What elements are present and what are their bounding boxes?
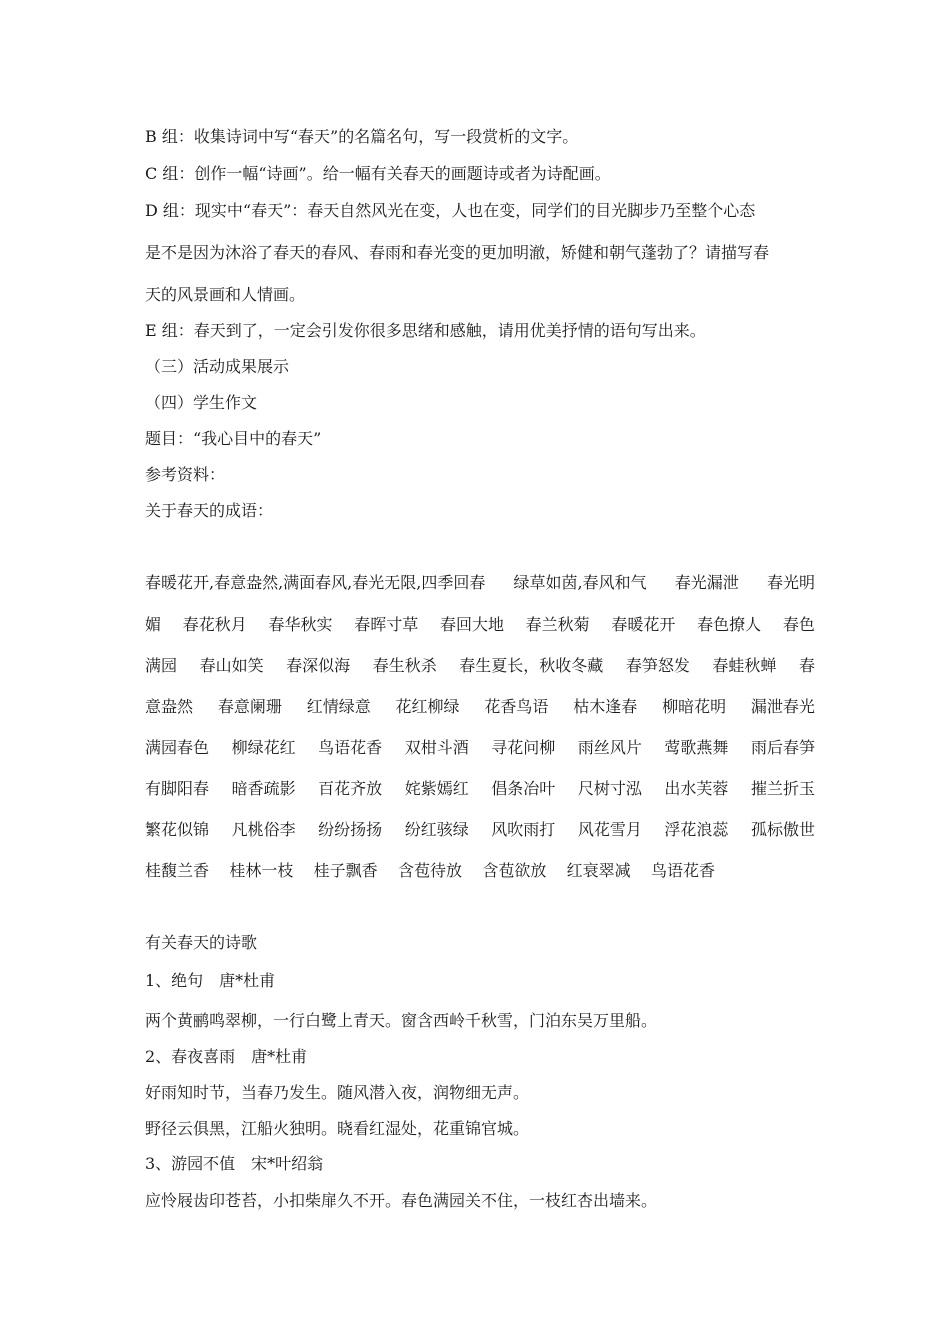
idiom: 春色撩人 [697,615,762,634]
section-3-heading: （三）活动成果展示 [145,357,290,376]
idiom: 春生秋杀 [372,656,437,675]
group-e-text: E 组：春天到了，一定会引发你很多思绪和感触，请用优美抒情的语句写出来。 [145,321,706,340]
idiom: 枯木逢春 [573,697,638,716]
idiom: 春花秋月 [182,615,247,634]
idiom: 春山如笑 [199,656,264,675]
idiom: 鸟语花香 [650,861,715,880]
idiom: 柳暗花明 [662,697,727,716]
idiom: 风吹雨打 [491,820,556,839]
idiom: 春蛙秋蝉 [712,656,777,675]
idiom: 花香鸟语 [484,697,549,716]
idiom: 百花齐放 [318,779,383,798]
section-4-heading: （四）学生作文 [145,393,258,412]
idiom: 意盎然 [145,697,194,716]
idiom: 浮花浪蕊 [664,820,729,839]
poem-2-line-2: 野径云俱黑，江船火独明。晓看红湿处，花重锦官城。 [145,1119,530,1138]
group-d-text-3: 天的风景画和人情画。 [145,285,306,304]
idiom: 春色 [782,615,815,634]
idiom: 春晖寸草 [354,615,419,634]
idiom: 繁花似锦 [145,820,210,839]
idiom: 春生夏长，秋收冬藏 [459,656,604,675]
essay-title: 题目：“我心目中的春天” [145,429,322,448]
idiom: 孤标傲世 [750,820,815,839]
idiom: 尺树寸泓 [577,779,642,798]
idiom: 柳绿花红 [231,738,296,757]
idiom: 姹紫嫣红 [404,779,469,798]
reference-label: 参考资料： [145,465,226,484]
idiom: 春回大地 [439,615,504,634]
idiom: 桂子飘香 [313,861,378,880]
poem-3-title: 3、游园不值 宋*叶绍翁 [145,1154,324,1173]
idiom: 风花雪月 [577,820,642,839]
idiom: 有脚阳春 [145,779,210,798]
group-d-text-1: D 组：现实中“春天”：春天自然风光在变，人也在变，同学们的目光脚步乃至整个心态 [145,201,756,220]
idiom-line-4 [145,696,815,718]
poem-1-title: 1、绝句 唐*杜甫 [145,971,276,990]
idiom: 红情绿意 [306,697,371,716]
idiom: 春意阑珊 [217,697,282,716]
idiom: 春华秋实 [268,615,333,634]
idiom: 雨丝风片 [577,738,642,757]
idiom: 绿草如茵,春风和气 [513,573,647,592]
idiom: 春光漏泄 [674,573,739,592]
poem-3-line-1: 应怜屐齿印苍苔，小扣柴扉久不开。春色满园关不住，一枝红杏出墙来。 [145,1191,658,1210]
idiom-line-5 [145,737,815,759]
poems-heading: 有关春天的诗歌 [145,933,258,952]
idiom: 倡条冶叶 [491,779,556,798]
idiom-line-7 [145,819,815,841]
idiom: 双柑斗酒 [404,738,469,757]
idiom: 媚 [145,615,162,634]
poem-2-title: 2、春夜喜雨 唐*杜甫 [145,1047,308,1066]
idiom: 桂馥兰香 [145,861,210,880]
group-d-text-2: 是不是因为沐浴了春天的春风、春雨和春光变的更加明澈，矫健和朝气蓬勃了？请描写春 [145,243,770,262]
idiom: 纷红骇绿 [404,820,469,839]
idiom: 出水芙蓉 [664,779,729,798]
idiom: 花红柳绿 [395,697,460,716]
idiom-line-2 [145,614,815,636]
idiom: 漏泄春光 [750,697,815,716]
idiom-line-6 [145,778,815,800]
idiom: 春 [798,656,815,675]
idiom: 春光明 [766,573,815,592]
poem-2-line-1: 好雨知时节，当春乃发生。随风潜入夜，润物细无声。 [145,1083,530,1102]
idioms-heading: 关于春天的成语： [145,501,274,520]
group-c-text: C 组：创作一幅“诗画”。给一幅有关春天的画题诗或者为诗配画。 [145,164,611,183]
idiom: 满园春色 [145,738,210,757]
idiom: 凡桃俗李 [231,820,296,839]
idiom: 纷纷扬扬 [318,820,383,839]
idiom: 含苞待放 [397,861,462,880]
idiom: 桂林一枝 [229,861,294,880]
idiom: 寻花问柳 [491,738,556,757]
idiom: 春深似海 [286,656,351,675]
idiom: 含苞欲放 [482,861,547,880]
group-b-text: B 组：收集诗词中写“春天”的名篇名句，写一段赏析的文字。 [145,127,579,146]
poem-1-line-1: 两个黄鹂鸣翠柳，一行白鹭上青天。窗含西岭千秋雪，门泊东吴万里船。 [145,1011,658,1030]
idiom: 春暖花开,春意盎然,满面春风,春光无限,四季回春 [145,573,486,592]
idiom-line-3 [145,655,815,677]
idiom: 雨后春笋 [750,738,815,757]
idiom: 暗香疏影 [231,779,296,798]
idiom-line-8 [145,860,715,882]
idiom: 春兰秋菊 [525,615,590,634]
idiom: 春笋怒发 [625,656,690,675]
idiom-line-1 [145,572,815,594]
idiom: 满园 [145,656,178,675]
idiom: 莺歌燕舞 [664,738,729,757]
idiom: 鸟语花香 [318,738,383,757]
idiom: 春暖花开 [611,615,676,634]
idiom: 红衰翠减 [566,861,631,880]
idiom: 摧兰折玉 [750,779,815,798]
